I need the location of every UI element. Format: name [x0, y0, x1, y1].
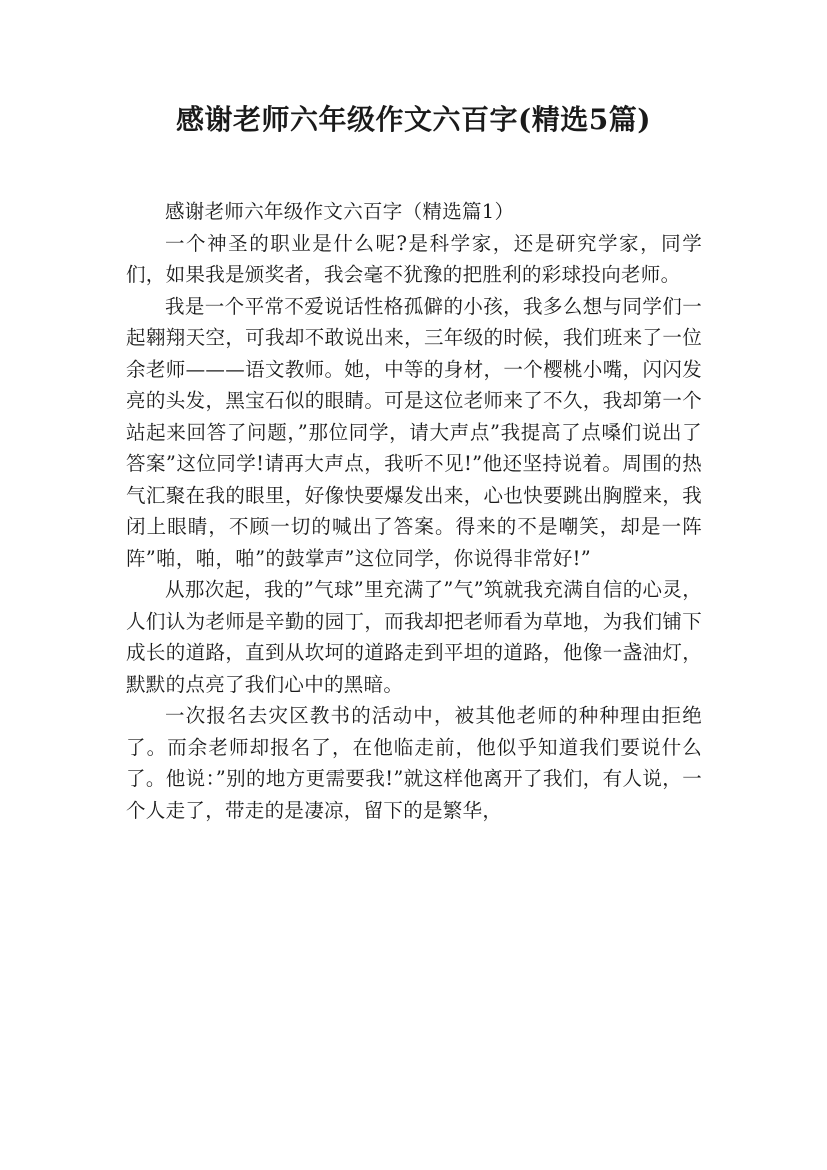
paragraph: 一个神圣的职业是什么呢?是科学家，还是研究学家，同学们，如果我是颁奖者，我会毫不犹豫的把胜利的彩球投向老师。 — [126, 231, 702, 286]
section-heading: 感谢老师六年级作文六百字（精选篇1） — [165, 200, 515, 223]
document-body — [126, 196, 702, 826]
paragraph: 从那次起，我的”气球”里充满了”气”筑就我充满自信的心灵，人们认为老师是辛勤的园丁，而我却把老师看为草地，为我们铺下成长的道路，直到从坎坷的道路走到平坦的道路，他像一盏油灯，默默的点亮了我们心中的黑暗。 — [126, 578, 702, 696]
document-title: 感谢老师六年级作文六百字(精选5篇) — [176, 103, 651, 136]
paragraph: 一次报名去灾区教书的活动中，被其他老师的种种理由拒绝了。而余老师却报名了，在他临走前，他似乎知道我们要说什么了。他说：”别的地方更需要我!”就这样他离开了我们，有人说，一个人走了，带走的是凄凉，留下的是繁华， — [126, 704, 702, 822]
paragraph: 我是一个平常不爱说话性格孤僻的小孩，我多么想与同学们一起翱翔天空，可我却不敢说出来，三年级的时候，我们班来了一位余老师———语文教师。她，中等的身材，一个樱桃小嘴，闪闪发亮的头发，黑宝石似的眼睛。可是这位老师来了不久，我却第一个站起来回答了问题，”那位同学，请大声点”我提高了点嗓们说出了答案”这位同学!请再大声点，我听不见!”他还坚持说着。周围的热气汇聚在我的眼里，好像快要爆发出来，心也快要跳出胸膛来，我闭上眼睛，不顾一切的喊出了答案。得来的不是嘲笑，却是一阵阵”啪，啪，啪”的鼓掌声”这位同学，你说得非常好!” — [126, 294, 702, 570]
